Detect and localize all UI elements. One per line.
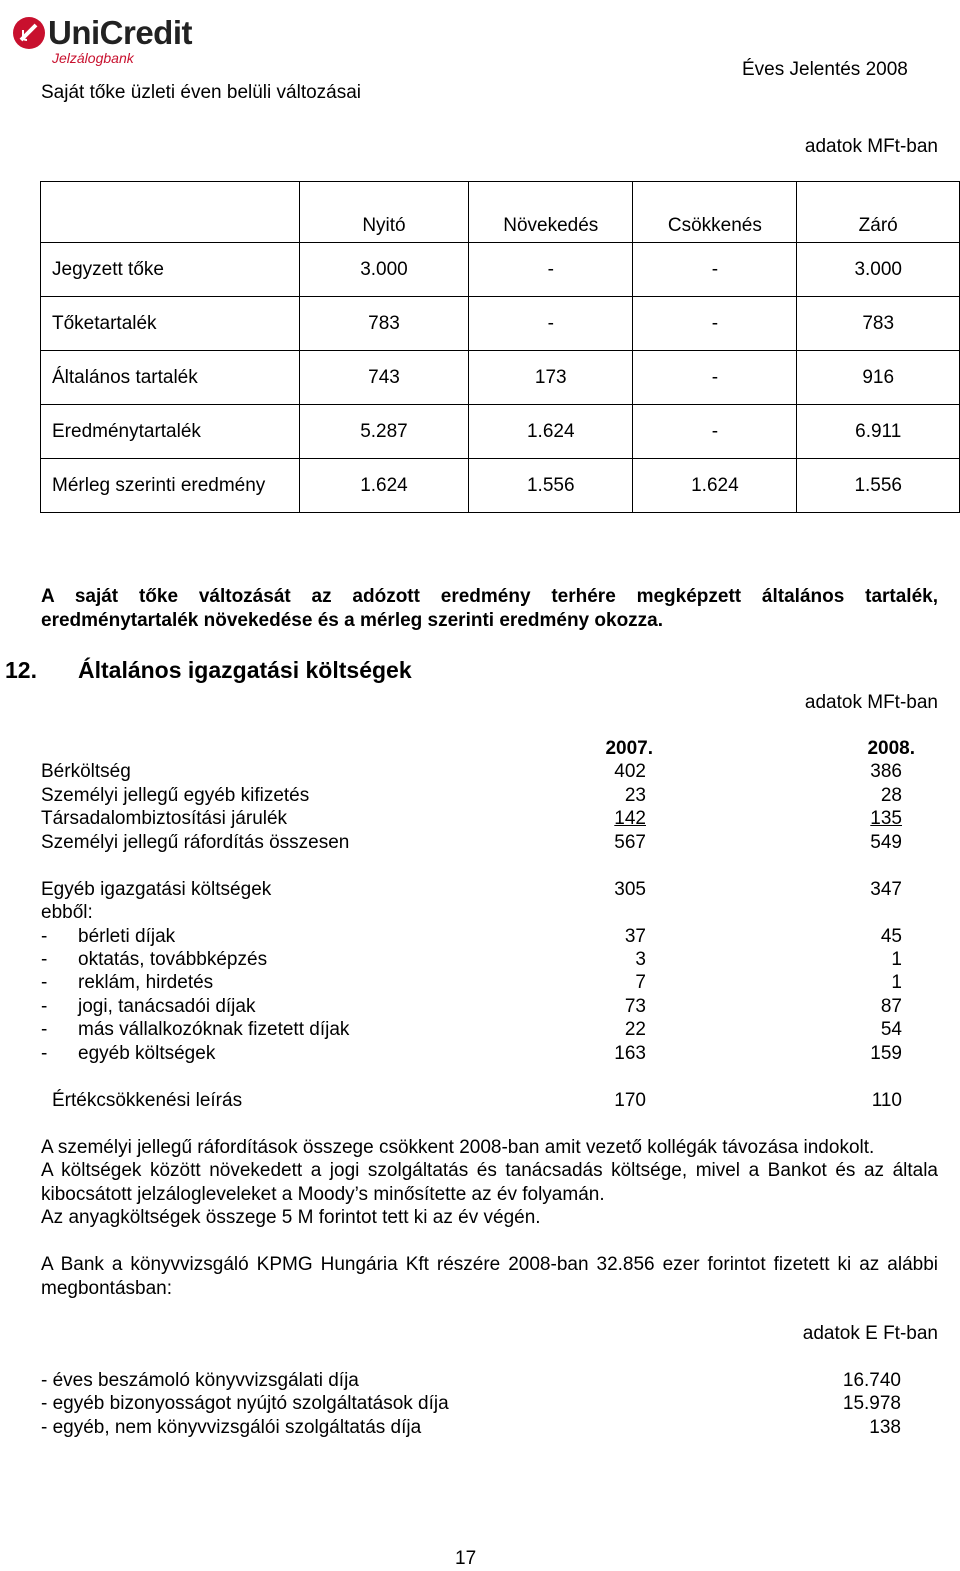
cell: 743	[299, 351, 468, 405]
cost-2007: 170	[614, 1090, 646, 1111]
col-header: Záró	[797, 182, 960, 243]
cell: -	[633, 243, 797, 297]
fee-row	[41, 1370, 901, 1394]
cost-row	[41, 879, 911, 903]
detail-label: egyéb költségek	[78, 1043, 216, 1064]
col-header: Nyitó	[299, 182, 468, 243]
detail-row	[41, 1043, 911, 1067]
of-which-label: ebből:	[41, 902, 93, 923]
equity-unit: adatok MFt-ban	[804, 136, 938, 157]
cost-label: Társadalombiztosítási járulék	[41, 808, 288, 829]
dash: -	[41, 926, 48, 947]
section-number: 12.	[5, 657, 37, 683]
equity-table	[40, 181, 960, 513]
table-row	[41, 351, 960, 405]
cost-2008: 549	[870, 832, 902, 853]
row-label: Eredménytartalék	[41, 405, 300, 459]
cost-2007: 7	[635, 972, 646, 993]
cost-2007: 23	[624, 785, 646, 806]
cost-2008: 87	[880, 996, 902, 1017]
cost-label: Bérköltség	[41, 761, 131, 782]
cell: -	[633, 405, 797, 459]
row-label: Mérleg szerinti eredmény	[41, 459, 300, 513]
cell: 1.624	[633, 459, 797, 513]
page-number: 17	[455, 1548, 477, 1569]
equity-note: A saját tőke változását az adózott eredmény terhére megképzett általános tartalék, eredménytartalék növekedése és a mérleg szerinti eredmény okozza.	[41, 586, 938, 631]
dash: -	[41, 949, 48, 970]
cell: 6.911	[797, 405, 960, 459]
cost-2007: 22	[624, 1019, 646, 1040]
paragraph: A költségek között növekedett a jogi szolgáltatás és tanácsadás költsége, mivel a Bankot és az általa kibocsátott jelzálogleveleket a Moody’s minősítette az év folyamán.	[41, 1160, 938, 1205]
cost-2008: 1	[891, 972, 902, 993]
detail-label: más vállalkozóknak fizetett díjak	[78, 1019, 350, 1040]
cost-2008: 28	[880, 785, 902, 806]
detail-row	[41, 949, 911, 973]
equity-header-row	[41, 182, 960, 243]
table-row	[41, 243, 960, 297]
page-heading: Saját tőke üzleti éven belüli változásai	[41, 82, 362, 103]
fees-unit: adatok E Ft-ban	[802, 1323, 938, 1344]
table-row	[41, 405, 960, 459]
fee-row	[41, 1393, 901, 1417]
cost-label: Személyi jellegű ráfordítás összesen	[41, 832, 350, 853]
fee-label: - egyéb bizonyosságot nyújtó szolgáltatások díja	[41, 1393, 449, 1414]
section-title: Általános igazgatási költségek	[78, 657, 412, 683]
detail-row	[41, 1019, 911, 1043]
detail-row	[41, 996, 911, 1020]
logo-sub: Jelzálogbank	[52, 50, 134, 66]
cost-2008: 54	[880, 1019, 902, 1040]
detail-label: jogi, tanácsadói díjak	[78, 996, 256, 1017]
logo-brand: UniCredit	[48, 14, 192, 51]
cost-2007: 142	[614, 808, 646, 829]
cost-label: Értékcsökkenési leírás	[52, 1090, 243, 1111]
detail-label: oktatás, továbbképzés	[78, 949, 268, 970]
cell: -	[469, 297, 633, 351]
cost-row	[41, 832, 911, 856]
cell: 783	[797, 297, 960, 351]
cost-row	[41, 761, 911, 785]
detail-row	[41, 926, 911, 950]
equity-header-empty	[41, 182, 300, 243]
cost-2008: 386	[870, 761, 902, 782]
cost-2008: 1	[891, 949, 902, 970]
row-label: Jegyzett tőke	[41, 243, 300, 297]
report-title: Éves Jelentés 2008	[742, 59, 908, 80]
cell: 3.000	[797, 243, 960, 297]
cell: 5.287	[299, 405, 468, 459]
cost-2008: 45	[880, 926, 902, 947]
cell: 783	[299, 297, 468, 351]
dash: -	[41, 1043, 48, 1064]
paragraph: A Bank a könyvvizsgáló KPMG Hungária Kft részére 2008-ban 32.856 ezer forintot fizetett ki az alábbi megbontásban:	[41, 1254, 938, 1299]
dash: -	[41, 1019, 48, 1040]
paragraph: Az anyagköltségek összege 5 M forintot tett ki az év végén.	[41, 1207, 541, 1228]
cell: 1.624	[469, 405, 633, 459]
of-which-row	[41, 902, 911, 926]
table-row	[41, 459, 960, 513]
fee-label: - éves beszámoló könyvvizsgálati díja	[41, 1370, 359, 1391]
cell: 1.556	[797, 459, 960, 513]
cost-2008: 159	[870, 1043, 902, 1064]
paragraph: A személyi jellegű ráfordítások összege csökkent 2008-ban amit vezető kollégák távozása indokolt.	[41, 1137, 875, 1158]
cost-label: Személyi jellegű egyéb kifizetés	[41, 785, 310, 806]
unicredit-logo	[12, 10, 192, 68]
table-row	[41, 297, 960, 351]
fee-label: - egyéb, nem könyvvizsgálói szolgáltatás díja	[41, 1417, 422, 1438]
dash: -	[41, 996, 48, 1017]
row-label: Általános tartalék	[41, 351, 300, 405]
cost-2007: 73	[624, 996, 646, 1017]
unicredit-logo-icon	[12, 16, 46, 50]
depreciation-row	[41, 1090, 911, 1114]
dash: -	[41, 972, 48, 993]
cell: 1.624	[299, 459, 468, 513]
row-label: Tőketartalék	[41, 297, 300, 351]
year-2007: 2007.	[605, 738, 653, 759]
col-header: Csökkenés	[633, 182, 797, 243]
cell: 173	[469, 351, 633, 405]
cost-2008: 135	[870, 808, 902, 829]
cost-2007: 37	[624, 926, 646, 947]
fee-row	[41, 1417, 901, 1441]
cost-2008: 347	[870, 879, 902, 900]
fee-value: 16.740	[842, 1370, 901, 1391]
cost-row	[41, 808, 911, 832]
cell: 3.000	[299, 243, 468, 297]
cost-2008: 110	[871, 1090, 902, 1111]
cost-2007: 402	[614, 761, 646, 782]
cost-2007: 567	[614, 832, 646, 853]
costs-unit: adatok MFt-ban	[804, 692, 938, 713]
detail-row	[41, 972, 911, 996]
year-2008: 2008.	[867, 738, 915, 759]
cost-2007: 3	[635, 949, 646, 970]
fee-value: 15.978	[842, 1393, 901, 1414]
detail-label: bérleti díjak	[78, 926, 176, 947]
cell: -	[469, 243, 633, 297]
col-header: Növekedés	[469, 182, 633, 243]
cost-2007: 305	[614, 879, 646, 900]
cell: -	[633, 351, 797, 405]
years-header	[41, 738, 915, 762]
cost-row	[41, 785, 911, 809]
detail-label: reklám, hirdetés	[78, 972, 214, 993]
cell: 1.556	[469, 459, 633, 513]
cell: -	[633, 297, 797, 351]
fee-value: 138	[869, 1417, 901, 1438]
cost-2007: 163	[614, 1043, 646, 1064]
cell: 916	[797, 351, 960, 405]
cost-label: Egyéb igazgatási költségek	[41, 879, 272, 900]
